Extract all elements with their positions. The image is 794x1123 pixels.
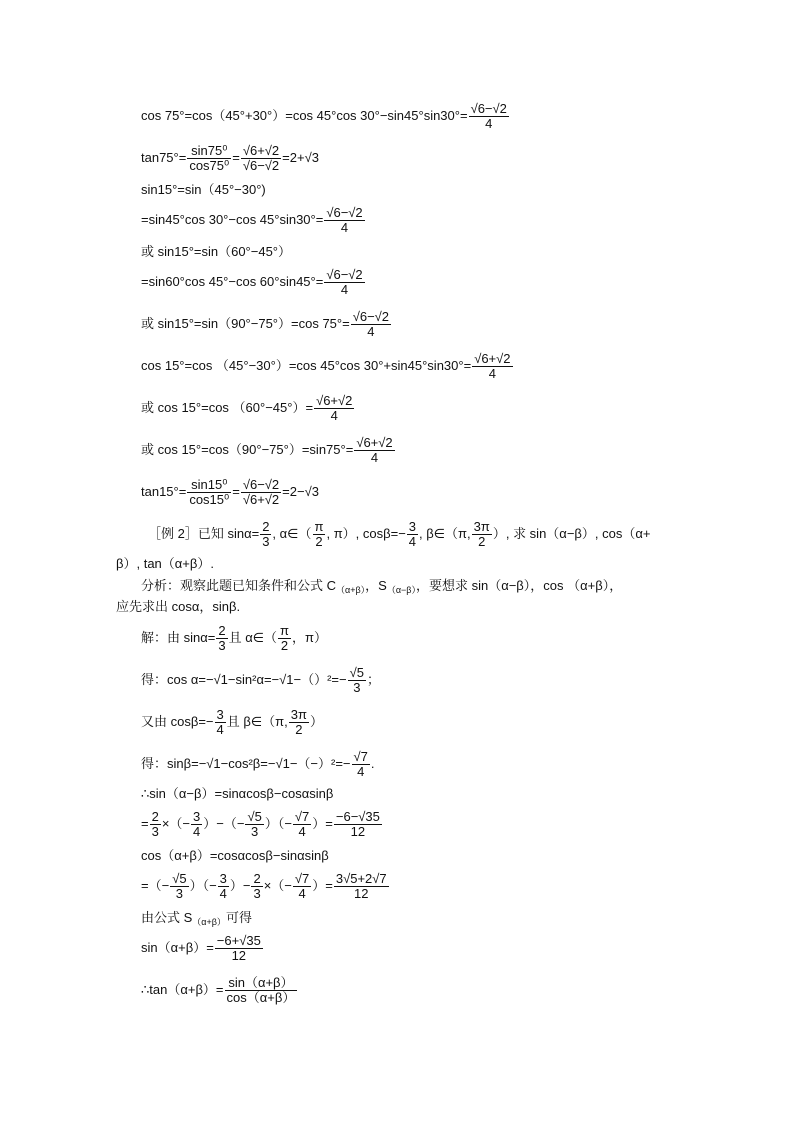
formula-cos15-alt: 或 cos 15°=cos （60°−45°）= $\frac{√6+√2}{4}$	[141, 393, 353, 423]
fraction: $\frac{-6-√35}{12}$	[335, 809, 380, 839]
fraction: $\frac{2}{3}$	[151, 809, 159, 839]
fraction: $\frac{\text{sin15⁰}}{\text{cos15⁰}}$	[189, 477, 230, 507]
formula-sin15-alt: 或 sin15°=sin（60°−45°）	[141, 244, 292, 259]
solution-tan-sum: ∴tan（α+β）= $\frac{\sin(\alpha+\beta)}{\cos(\alpha+\beta)}$	[141, 975, 296, 1005]
solution-given-beta: 又由 cosβ=− $\frac{3}{4}$ 且 β∈（π, $\frac{3\pi}{2}$ ）	[141, 707, 323, 737]
fraction: $\frac{√6+√2}{4}$	[316, 393, 353, 423]
fraction: $\frac{3\pi}{2}$	[290, 707, 307, 737]
fraction: $\frac{√6-√2}{√6+√2}$	[242, 477, 280, 507]
formula-cos15: cos 15°=cos （45°−30°）=cos 45°cos 30°+sin45°sin30°= $\frac{√6+√2}{4}$	[141, 351, 511, 381]
fraction: $\frac{3}{4}$	[408, 519, 417, 549]
fraction: $\frac{√6-√2}{4}$	[470, 101, 507, 131]
fraction: $\frac{√6-√2}{4}$	[352, 309, 390, 339]
formula-tan75: tan75°= $\frac{\text{sin75⁰}}{\text{cos75⁰}}$ = $\frac{√6+√2}{√6-√2}$ =2+√3	[141, 143, 319, 173]
fraction: $\frac{√5}{3}$	[349, 665, 364, 695]
fraction: $\frac{√7}{4}$	[294, 871, 310, 901]
fraction: $\frac{\text{sin75⁰}}{\text{cos75⁰}}$	[189, 143, 230, 173]
fraction: $\frac{3√5+2√7}{12}$	[335, 871, 387, 901]
fraction: $\frac{√6+√2}{4}$	[474, 351, 511, 381]
fraction: $\frac{2}{3}$	[253, 871, 261, 901]
solution-formula-note: 由公式 $S_{(\alpha+\beta)}$可得	[141, 910, 252, 927]
fraction: $\frac{\sin(\alpha+\beta)}{\cos(\alpha+\beta)}$	[226, 975, 296, 1005]
fraction: $\frac{3}{4}$	[219, 871, 227, 901]
analysis: 分析：观察此题已知条件和公式 $C_{(\alpha+\beta)}$，$S_{(\alpha-\beta)}$，要想求 sin（α−β），cos （α+β），	[141, 578, 623, 595]
solution-cos-alpha: 得：cos α=−√1−sin²α=−√1−（）²=− $\frac{√5}{3}$ ；	[141, 665, 381, 695]
fraction: $\frac{2}{3}$	[218, 623, 226, 653]
solution-cos-sum-value: =（− $\frac{√5}{3}$ ）（− $\frac{3}{4}$ ）− $\frac{2}{3}$ ×（− $\frac{√7}{4}$ ）= $\frac{3√5+2√7}{12}$	[141, 871, 387, 901]
fraction: $\frac{√7}{4}$	[353, 749, 368, 779]
fraction: $\frac{2}{3}$	[262, 519, 270, 549]
fraction: $\frac{-6+√35}{12}$	[216, 933, 261, 963]
fraction: $\frac{3\pi}{2}$	[473, 519, 490, 549]
example-2-statement: ［例 2］已知 sinα= $\frac{2}{3}$ , α∈（ $\frac{\pi}{2}$ , π）, cosβ=− $\frac{3}{4}$ , β∈（π, $\frac{3\pi}{2}$ ）, 求 sin（α−β）, cos（α+	[148, 519, 651, 549]
formula-sin15: sin15°=sin（45°−30°)	[141, 182, 266, 197]
fraction: $\frac{√6-√2}{4}$	[326, 205, 363, 235]
solution-sin-beta: 得：sinβ=−√1−cos²β=−√1−（−）²=− $\frac{√7}{4}$ .	[141, 749, 375, 779]
solution-sin-diff: ∴sin（α−β）=sinαcosβ−cosαsinβ	[141, 786, 334, 801]
fraction: $\frac{3}{4}$	[193, 809, 201, 839]
formula-sin15-expand: =sin45°cos 30°−cos 45°sin30°= $\frac{√6-√2}{4}$	[141, 205, 363, 235]
fraction: $\frac{√5}{3}$	[247, 809, 262, 839]
fraction: $\frac{√6+√2}{√6-√2}$	[242, 143, 280, 173]
fraction: $\frac{√5}{3}$	[172, 871, 187, 901]
solution-given: 解：由 sinα= $\frac{2}{3}$ 且 α∈（ $\frac{\pi}{2}$ ，π）	[141, 623, 327, 653]
solution-sin-sum: sin（α+β）= $\frac{-6+√35}{12}$	[141, 933, 261, 963]
formula-sin15-alt2: 或 sin15°=sin（90°−75°）=cos 75°= $\frac{√6-√2}{4}$	[141, 309, 390, 339]
fraction: $\frac{3}{4}$	[216, 707, 224, 737]
solution-sin-diff-value: = $\frac{2}{3}$ ×（− $\frac{3}{4}$ ）−（− $\frac{√5}{3}$ ）（− $\frac{√7}{4}$ ）= $\frac{-6-√35}{12}$	[141, 809, 380, 839]
fraction: $\frac{√7}{4}$	[294, 809, 310, 839]
fraction: $\frac{\pi}{2}$	[314, 519, 324, 549]
formula-tan15: tan15°= $\frac{\text{sin15⁰}}{\text{cos15⁰}}$ = $\frac{√6-√2}{√6+√2}$ =2−√3	[141, 477, 319, 507]
fraction: $\frac{√6-√2}{4}$	[326, 267, 363, 297]
formula-cos15-alt2: 或 cos 15°=cos（90°−75°）=sin75°= $\frac{√6+√2}{4}$	[141, 435, 393, 465]
formula-cos75	[141, 102, 510, 131]
analysis-cont: 应先求出 cosα，sinβ.	[116, 599, 241, 614]
fraction: $\frac{\pi}{2}$	[280, 623, 290, 653]
example-2-statement-cont: β）, tan（α+β）.	[116, 556, 214, 571]
formula-text: cos 75°=cos（45°+30°）=cos 45°cos 30°−sin45°sin30°=	[141, 107, 468, 123]
formula-sin15-alt-expand: =sin60°cos 45°−cos 60°sin45°= $\frac{√6-√2}{4}$	[141, 267, 363, 297]
solution-cos-sum: cos（α+β）=cosαcosβ−sinαsinβ	[141, 848, 329, 863]
fraction: $\frac{√6+√2}{4}$	[356, 435, 393, 465]
